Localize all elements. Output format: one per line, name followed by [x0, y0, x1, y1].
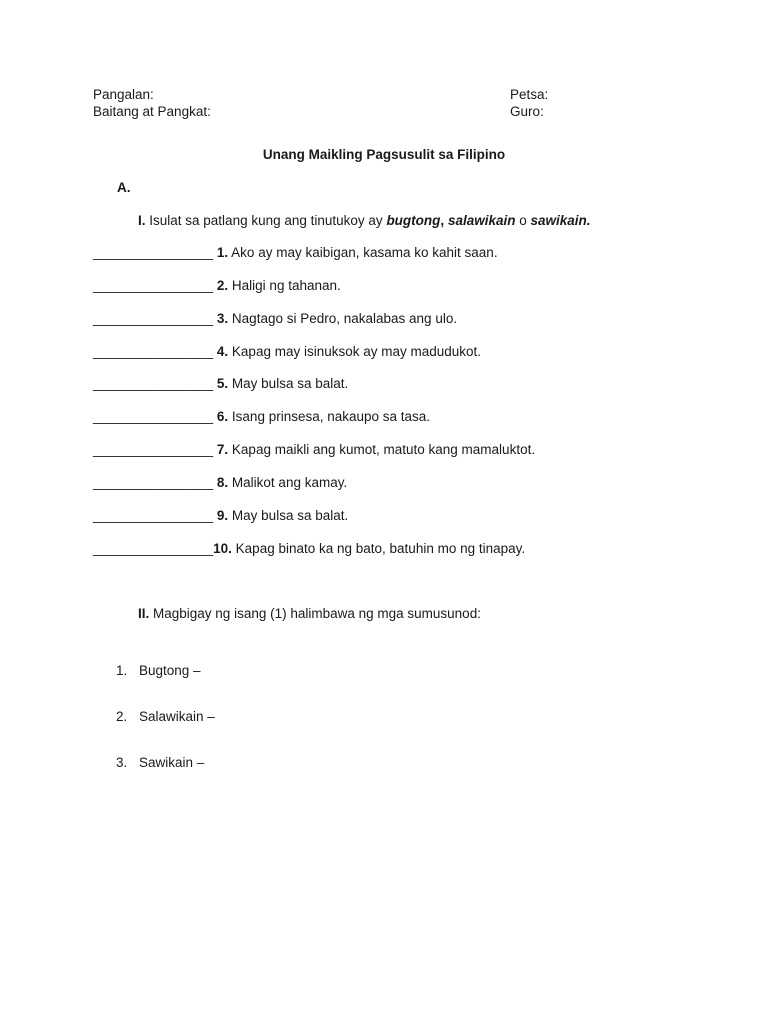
list-item [93, 442, 535, 457]
section-a-label: A. [117, 180, 131, 195]
example-number: 2. [116, 709, 128, 724]
example-number: 3. [116, 755, 128, 770]
teacher-label: Guro: [510, 104, 544, 119]
list-item [93, 311, 457, 326]
list-item [93, 376, 348, 391]
item-text: Kapag binato ka ng bato, batuhin mo ng tinapay. [231, 541, 526, 556]
item-number: 2. [216, 278, 229, 293]
part2-instruction-text: Magbigay ng isang (1) halimbawa ng mga sumusunod: [149, 606, 481, 621]
example-bugtong: Bugtong – [139, 663, 201, 678]
item-number: 6. [216, 409, 229, 424]
example-sawikain: Sawikain – [139, 755, 205, 770]
term-or: o [515, 213, 531, 228]
part2-instruction [138, 606, 481, 621]
list-item [93, 278, 341, 293]
answer-blank[interactable]: ________________ [93, 508, 214, 523]
item-text: May bulsa sa balat. [228, 508, 349, 523]
item-text: Isang prinsesa, nakaupo sa tasa. [228, 409, 431, 424]
item-text: Malikot ang kamay. [228, 475, 348, 490]
date-label: Petsa: [510, 87, 549, 102]
part1-instruction-text: Isulat sa patlang kung ang tinutukoy ay [145, 213, 387, 228]
item-text: May bulsa sa balat. [228, 376, 349, 391]
list-item [93, 541, 525, 556]
item-number: 9. [216, 508, 229, 523]
term-salawikain: salawikain [447, 213, 516, 228]
item-number: 3. [216, 311, 229, 326]
answer-blank[interactable]: ________________ [93, 442, 214, 457]
answer-blank[interactable]: ________________ [93, 376, 214, 391]
example-salawikain: Salawikain – [139, 709, 215, 724]
item-text: Kapag may isinuksok ay may madudukot. [228, 344, 482, 359]
item-number: 1. [216, 245, 229, 260]
item-number: 8. [216, 475, 229, 490]
item-number: 7. [216, 442, 229, 457]
answer-blank[interactable]: ________________ [93, 344, 214, 359]
list-item [93, 245, 498, 260]
answer-blank[interactable]: ________________ [93, 409, 214, 424]
item-number: 4. [216, 344, 229, 359]
term-sawikain: sawikain. [530, 213, 591, 228]
item-number: 10. [213, 541, 232, 556]
answer-blank[interactable]: ________________ [93, 311, 214, 326]
term-comma: , [440, 213, 448, 228]
answer-blank[interactable]: ________________ [93, 278, 214, 293]
part1-numeral: I. [138, 213, 146, 228]
item-number: 5. [216, 376, 229, 391]
item-text: Nagtago si Pedro, nakalabas ang ulo. [228, 311, 458, 326]
item-text: Kapag maikli ang kumot, matuto kang mamaluktot. [228, 442, 536, 457]
grade-section-label: Baitang at Pangkat: [93, 104, 211, 119]
list-item [93, 409, 430, 424]
list-item [93, 344, 481, 359]
page-title: Unang Maikling Pagsusulit sa Filipino [262, 147, 506, 162]
answer-blank[interactable]: ________________ [93, 541, 214, 556]
item-text: Haligi ng tahanan. [228, 278, 341, 293]
part1-instruction [138, 213, 591, 228]
list-item [93, 508, 348, 523]
item-text: Ako ay may kaibigan, kasama ko kahit saan. [228, 245, 498, 260]
name-label: Pangalan: [93, 87, 154, 102]
answer-blank[interactable]: ________________ [93, 475, 214, 490]
example-number: 1. [116, 663, 128, 678]
list-item [93, 475, 347, 490]
answer-blank[interactable]: ________________ [93, 245, 214, 260]
term-bugtong: bugtong [386, 213, 441, 228]
part2-numeral: II. [138, 606, 150, 621]
